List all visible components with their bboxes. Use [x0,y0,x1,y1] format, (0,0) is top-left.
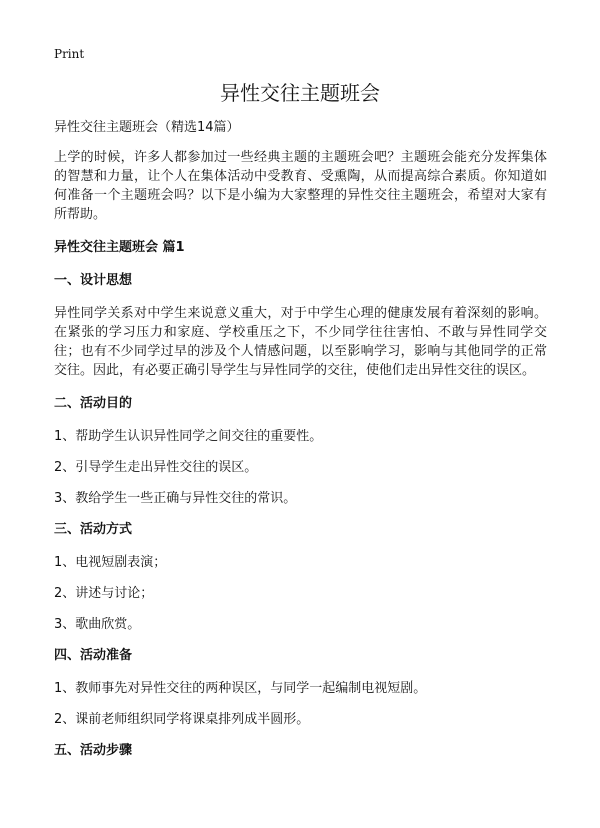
section-heading-goal: 二、活动目的 [54,396,133,411]
prep-item: 1、教师事先对异性交往的两种误区，与同学一起编制电视短剧。 [54,681,427,696]
goal-item: 2、引导学生走出异性交往的误区。 [54,460,258,475]
method-item: 3、歌曲欣赏。 [54,617,141,632]
goal-item: 3、教给学生一些正确与异性交往的常识。 [54,491,297,506]
document-body [54,118,547,774]
goal-item: 1、帮助学生认识异性同学之间交往的重要性。 [54,429,323,444]
method-item: 1、电视短剧表演； [54,555,167,570]
section-heading-steps: 五、活动步骤 [54,743,133,758]
document-title: 异性交往主题班会 [220,81,380,105]
section-heading-method: 三、活动方式 [54,522,133,537]
print-label: Print [54,47,85,61]
document-subtitle: 异性交往主题班会（精选14篇） [54,120,240,135]
section-heading-prep: 四、活动准备 [54,648,133,663]
design-paragraph: 异性同学关系对中学生来说意义重大，对于中学生心理的健康发展有着深刻的影响。在紧张的学习压力和家庭、学校重压之下，不少同学往往害怕、不敢与异性同学交往；也有不少同学过早的涉及个人情感问题，以至影响学习，影响与其他同学的正常交往。因此，有必要正确引导学生与异性同学的交往，使他们走出异性交往的误区。 [54,306,547,378]
section-heading-design: 一、设计思想 [54,273,133,288]
method-item: 2、讲述与讨论； [54,586,154,601]
prep-item: 2、课前老师组织同学将课桌排列成半圆形。 [54,712,310,727]
intro-paragraph: 上学的时候，许多人都参加过一些经典主题的主题班会吧？主题班会能充分发挥集体的智慧和力量，让个人在集体活动中受教育、受熏陶，从而提高综合素质。你知道如何准备一个主题班会吗？以下是小编为大家整理的异性交往主题班会，希望对大家有所帮助。 [54,150,547,222]
article-heading: 异性交往主题班会 篇1 [54,240,185,255]
